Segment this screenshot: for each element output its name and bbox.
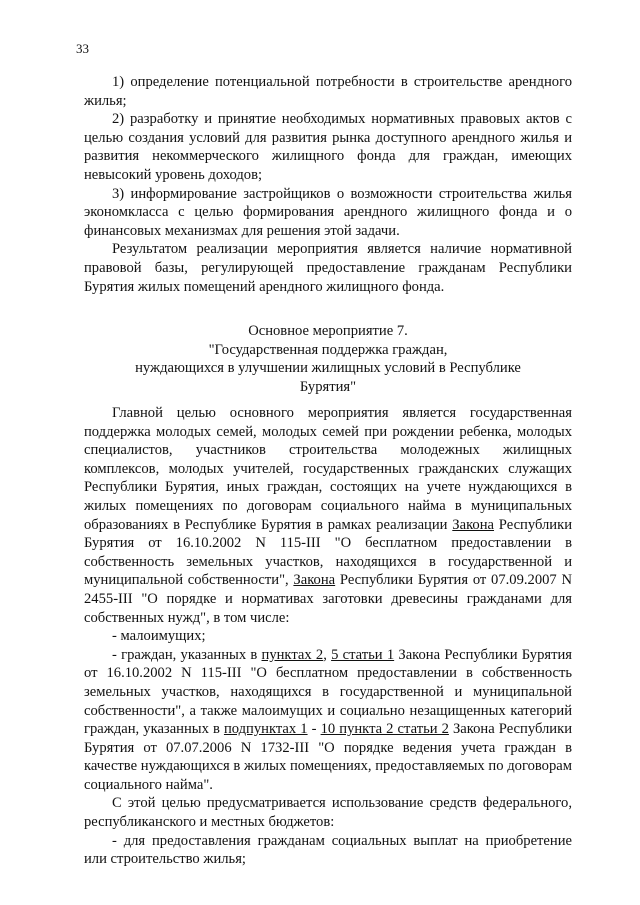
goal-text-a: Главной целью основного мероприятия является государственная поддержка молодых семей, молодых семей при рождении ребенка, молодых специалистов, участников строительства молодежных жилищных комплексов, молодых учителей, государственных гражданских служащих Республики Бурятия, иных граждан, состоящих на учете нуждающихся в жилых помещениях по договорам социального найма в муниципальных образованиях в Республике Бурятия в рамках реализации xyxy=(84,405,572,533)
heading-line-4: Бурятия" xyxy=(299,378,357,395)
list-item-social-payments: - для предоставления гражданам социальных выплат на приобретение или строительство жилья; xyxy=(84,832,572,868)
law-link-2455[interactable]: Закона xyxy=(293,572,336,589)
heading-line-1: Основное мероприятие 7. xyxy=(248,323,408,339)
intro-result-paragraph: Результатом реализации мероприятия является наличие нормативной правовой базы, регулирующей предоставление гражданам Республики Бурятия жилых помещений арендного жилищного фонда. xyxy=(84,241,572,295)
intro-item-3: 3) информирование застройщиков о возможности строительства жилья экономкласса с целью формирования арендного жилищного фонда и о финансовых механизмах для решения этой задачи. xyxy=(84,185,572,239)
goal-text-c: Республики Бурятия от 07.09.2007 N 2455-III "О порядке и нормативах заготовки древесины гражданами для собственных нужд", в том числе: xyxy=(84,572,572,626)
page-number: 33 xyxy=(76,41,89,56)
heading-line-2: "Государственная поддержка граждан, xyxy=(208,341,448,358)
intro-item-1: 1) определение потенциальной потребности в строительстве арендного жилья; xyxy=(84,74,572,109)
funding-paragraph: С этой целью предусматривается использование средств федерального, республиканского и местных бюджетов: xyxy=(84,795,572,831)
link-article-1[interactable]: 5 статьи 1 xyxy=(331,646,395,663)
link-subpoints-1[interactable]: подпунктах 1 xyxy=(223,721,308,738)
citizens-text-c: Закона Республики Бурятия от 16.10.2002 N 115-III "О бесплатном предоставлении в собственность земельных участков, находящихся в государственной и муниципальной собственности", а также малоимущих и социально незащищенных категорий граждан, указанных в xyxy=(84,646,573,738)
main-section xyxy=(84,404,572,869)
link-points-2[interactable]: пунктах 2 xyxy=(261,646,324,663)
citizens-text-b: , xyxy=(323,646,332,663)
citizens-text-d: - xyxy=(307,721,321,738)
list-item-low-income: - малоимущих; xyxy=(112,628,206,645)
intro-section xyxy=(84,73,572,296)
list-item-citizens xyxy=(84,646,572,795)
goal-paragraph xyxy=(84,404,572,627)
section-heading xyxy=(84,322,572,396)
heading-line-3: нуждающихся в улучшении жилищных условий в Республике xyxy=(135,360,521,377)
citizens-text-a: - граждан, указанных в xyxy=(112,646,262,663)
intro-item-2: 2) разработку и принятие необходимых нормативных правовых актов с целью создания условий для развития рынка доступного арендного жилья и развития некоммерческого жилищного фонда для граждан, имеющих невысокий уровень доходов; xyxy=(84,111,572,183)
law-link-115[interactable]: Закона xyxy=(452,516,495,533)
citizens-text-e: Закона Республики Бурятия от 07.07.2006 N 1732-III "О порядке ведения учета граждан в качестве нуждающихся в жилых помещениях, предоставляемых по договорам социального найма". xyxy=(84,721,573,793)
link-point-2-article-2[interactable]: 10 пункта 2 статьи 2 xyxy=(320,721,449,738)
goal-text-b: Республики Бурятия от 16.10.2002 N 115-III "О бесплатном предоставлении в собственность земельных участков, находящихся в государственной и муниципальной собственности", xyxy=(84,516,573,589)
